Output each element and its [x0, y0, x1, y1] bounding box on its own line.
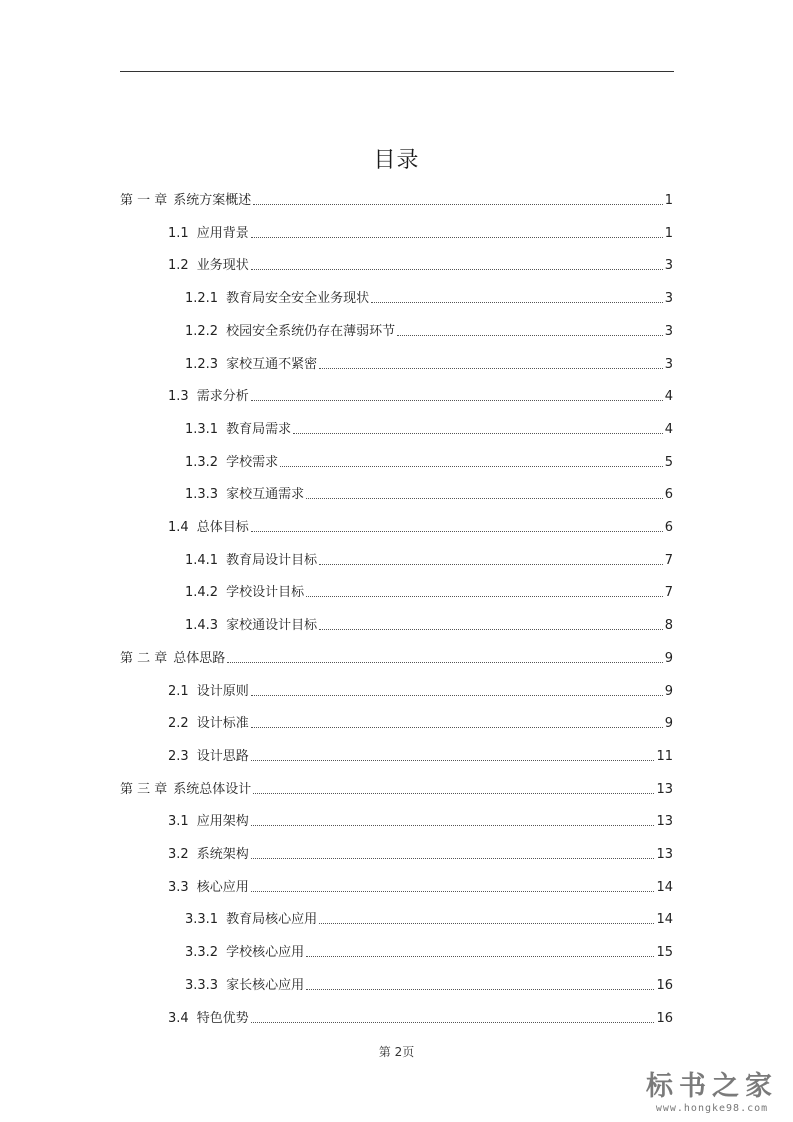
toc-entry-number: 第 一 章 — [120, 193, 168, 208]
toc-entry-page: 8 — [664, 618, 673, 634]
toc-entry-title: 总体思路 — [173, 650, 226, 666]
toc-entry[interactable] — [185, 318, 673, 340]
toc-entry[interactable] — [185, 481, 673, 503]
toc-entry-number: 1.2 — [168, 258, 189, 274]
toc-entry-number: 1.3.3 — [185, 487, 219, 503]
toc-entry[interactable] — [168, 841, 673, 863]
toc-leader-dots — [251, 400, 663, 401]
toc-entry-page: 16 — [656, 977, 673, 993]
toc-entry-title: 教育局核心应用 — [226, 912, 318, 928]
toc-leader-dots — [251, 727, 663, 728]
toc-entry[interactable] — [168, 1005, 673, 1027]
toc-entry-page: 5 — [664, 454, 673, 470]
toc-entry-page: 6 — [664, 487, 673, 503]
toc-leader-dots — [280, 466, 663, 467]
toc-entry-page: 3 — [664, 356, 673, 372]
toc-entry-title: 应用背景 — [196, 225, 249, 241]
toc-entry[interactable] — [185, 285, 673, 307]
toc-entry-number: 3.1 — [168, 814, 189, 830]
toc-entry[interactable] — [185, 579, 673, 601]
toc-entry-page: 16 — [656, 1010, 673, 1026]
toc-entry-number: 3.3.3 — [185, 977, 219, 993]
toc-entry[interactable] — [168, 678, 673, 700]
toc-leader-dots — [319, 564, 663, 565]
toc-entry[interactable] — [168, 743, 673, 765]
page-footer: 第 2页 — [378, 1045, 415, 1059]
toc-leader-dots — [251, 269, 663, 270]
toc-entry-number: 2.3 — [168, 748, 189, 764]
toc-entry[interactable] — [185, 547, 673, 569]
toc-entry[interactable] — [168, 220, 673, 242]
toc-entry-title: 系统架构 — [196, 847, 249, 862]
toc-leader-dots — [251, 858, 655, 859]
toc-entry-number: 1.4.2 — [185, 585, 219, 601]
toc-entry-page: 9 — [664, 683, 673, 699]
toc-entry-number: 1.3 — [168, 389, 189, 405]
toc-leader-dots — [227, 662, 662, 663]
toc-leader-dots — [253, 793, 654, 794]
toc-entry-page: 11 — [656, 748, 673, 764]
toc-entry[interactable] — [185, 416, 673, 438]
toc-entry-number: 1.4.1 — [185, 552, 219, 568]
toc-entry-title: 需求分析 — [196, 389, 249, 405]
toc-entry-number: 1.3.1 — [185, 421, 219, 437]
toc-entry-title: 家校通设计目标 — [226, 618, 318, 634]
toc-entry[interactable] — [168, 874, 673, 896]
toc-entry[interactable] — [185, 972, 673, 994]
toc-entry-number: 3.3 — [168, 879, 189, 895]
watermark-url: www.hongke98.com — [655, 1103, 769, 1114]
toc-entry-number: 3.3.1 — [185, 912, 219, 928]
toc-entry-title: 学校设计目标 — [226, 585, 305, 601]
toc-entry-number: 第 二 章 — [120, 650, 168, 666]
toc-leader-dots — [251, 760, 655, 761]
toc-entry-title: 系统总体设计 — [173, 781, 252, 797]
toc-leader-dots — [251, 695, 663, 696]
toc-entry[interactable] — [168, 252, 673, 274]
toc-entry-title: 教育局设计目标 — [226, 552, 318, 568]
toc-leader-dots — [371, 302, 663, 303]
toc-entry-number: 3.2 — [168, 847, 189, 862]
toc-entry-page: 9 — [664, 716, 673, 732]
toc-leader-dots — [306, 498, 663, 499]
toc-entry-page: 13 — [656, 814, 673, 830]
toc-entry-page: 1 — [664, 193, 673, 208]
toc-entry-number: 1.3.2 — [185, 454, 219, 470]
watermark-logo — [637, 1064, 787, 1114]
toc-entry-number: 2.2 — [168, 716, 189, 732]
toc-entry-page: 7 — [664, 585, 673, 601]
page-title: 目录 — [373, 148, 420, 173]
toc-entry-number: 2.1 — [168, 683, 189, 699]
toc-entry-title: 家校互通不紧密 — [226, 356, 318, 372]
toc-leader-dots — [319, 923, 654, 924]
toc-entry-number: 1.2.3 — [185, 356, 219, 372]
toc-leader-dots — [319, 368, 663, 369]
toc-entry-page: 3 — [664, 258, 673, 274]
toc-entry-page: 7 — [664, 552, 673, 568]
toc-entry-page: 4 — [664, 389, 673, 405]
toc-entry-page: 14 — [656, 879, 673, 895]
toc-leader-dots — [306, 956, 654, 957]
toc-leader-dots — [251, 1022, 655, 1023]
toc-leader-dots — [253, 204, 662, 205]
toc-entry[interactable] — [168, 710, 673, 732]
toc-entry-page: 1 — [664, 225, 673, 241]
toc-leader-dots — [319, 629, 663, 630]
toc-entry-number: 1.2.2 — [185, 323, 219, 339]
toc-entry-title: 家校互通需求 — [226, 487, 305, 503]
toc-leader-dots — [306, 989, 654, 990]
toc-entry-page: 13 — [656, 847, 673, 862]
toc-entry[interactable] — [185, 939, 673, 961]
toc-entry-number: 1.4 — [168, 520, 189, 535]
toc-entry-page: 9 — [664, 650, 673, 666]
toc-leader-dots — [397, 335, 663, 336]
toc-leader-dots — [251, 825, 655, 826]
toc-entry[interactable] — [120, 776, 673, 798]
toc-entry-title: 设计原则 — [196, 683, 249, 699]
toc-entry[interactable] — [120, 187, 673, 209]
toc-entry-page: 15 — [656, 945, 673, 961]
toc-entry-title: 总体目标 — [196, 520, 249, 535]
toc-entry-page: 6 — [664, 520, 673, 535]
toc-leader-dots — [251, 891, 655, 892]
toc-leader-dots — [306, 596, 663, 597]
toc-entry[interactable] — [168, 514, 673, 536]
toc-entry[interactable] — [168, 383, 673, 405]
toc-entry-number: 第 三 章 — [120, 781, 168, 797]
toc-leader-dots — [251, 531, 663, 532]
toc-entry-number: 1.2.1 — [185, 291, 219, 307]
toc-entry-number: 1.4.3 — [185, 618, 219, 634]
toc-entry[interactable] — [168, 808, 673, 830]
toc-entry-title: 核心应用 — [196, 879, 249, 895]
toc-entry-number: 3.4 — [168, 1010, 189, 1026]
toc-entry[interactable] — [185, 449, 673, 471]
toc-entry-title: 学校需求 — [226, 454, 279, 470]
toc-entry-title: 学校核心应用 — [226, 945, 305, 961]
toc-entry[interactable] — [185, 906, 673, 928]
toc-entry-page: 4 — [664, 421, 673, 437]
toc-entry[interactable] — [185, 351, 673, 373]
toc-entry-title: 业务现状 — [196, 258, 249, 274]
toc-entry-number: 1.1 — [168, 225, 189, 241]
toc-leader-dots — [293, 433, 663, 434]
toc-entry-title: 设计思路 — [196, 748, 249, 764]
toc-entry-title: 设计标准 — [196, 716, 249, 732]
toc-entry[interactable] — [120, 645, 673, 667]
toc-leader-dots — [251, 237, 663, 238]
toc-entry-page: 13 — [656, 781, 673, 797]
toc-entry-number: 3.3.2 — [185, 945, 219, 961]
toc-entry-title: 教育局安全安全业务现状 — [226, 291, 370, 307]
toc-entry-title: 系统方案概述 — [173, 193, 252, 208]
toc-entry-page: 14 — [656, 912, 673, 928]
toc-entry-page: 3 — [664, 291, 673, 307]
toc-entry-title: 教育局需求 — [226, 421, 292, 437]
toc-entry-title: 应用架构 — [196, 814, 249, 830]
watermark-brand: 标书之家 — [646, 1071, 778, 1102]
toc-entry-title: 校园安全系统仍存在薄弱环节 — [226, 323, 396, 339]
toc-entry[interactable] — [185, 612, 673, 634]
toc-entry-title: 特色优势 — [196, 1010, 249, 1026]
toc-entry-title: 家长核心应用 — [226, 977, 305, 993]
toc-entry-page: 3 — [664, 323, 673, 339]
